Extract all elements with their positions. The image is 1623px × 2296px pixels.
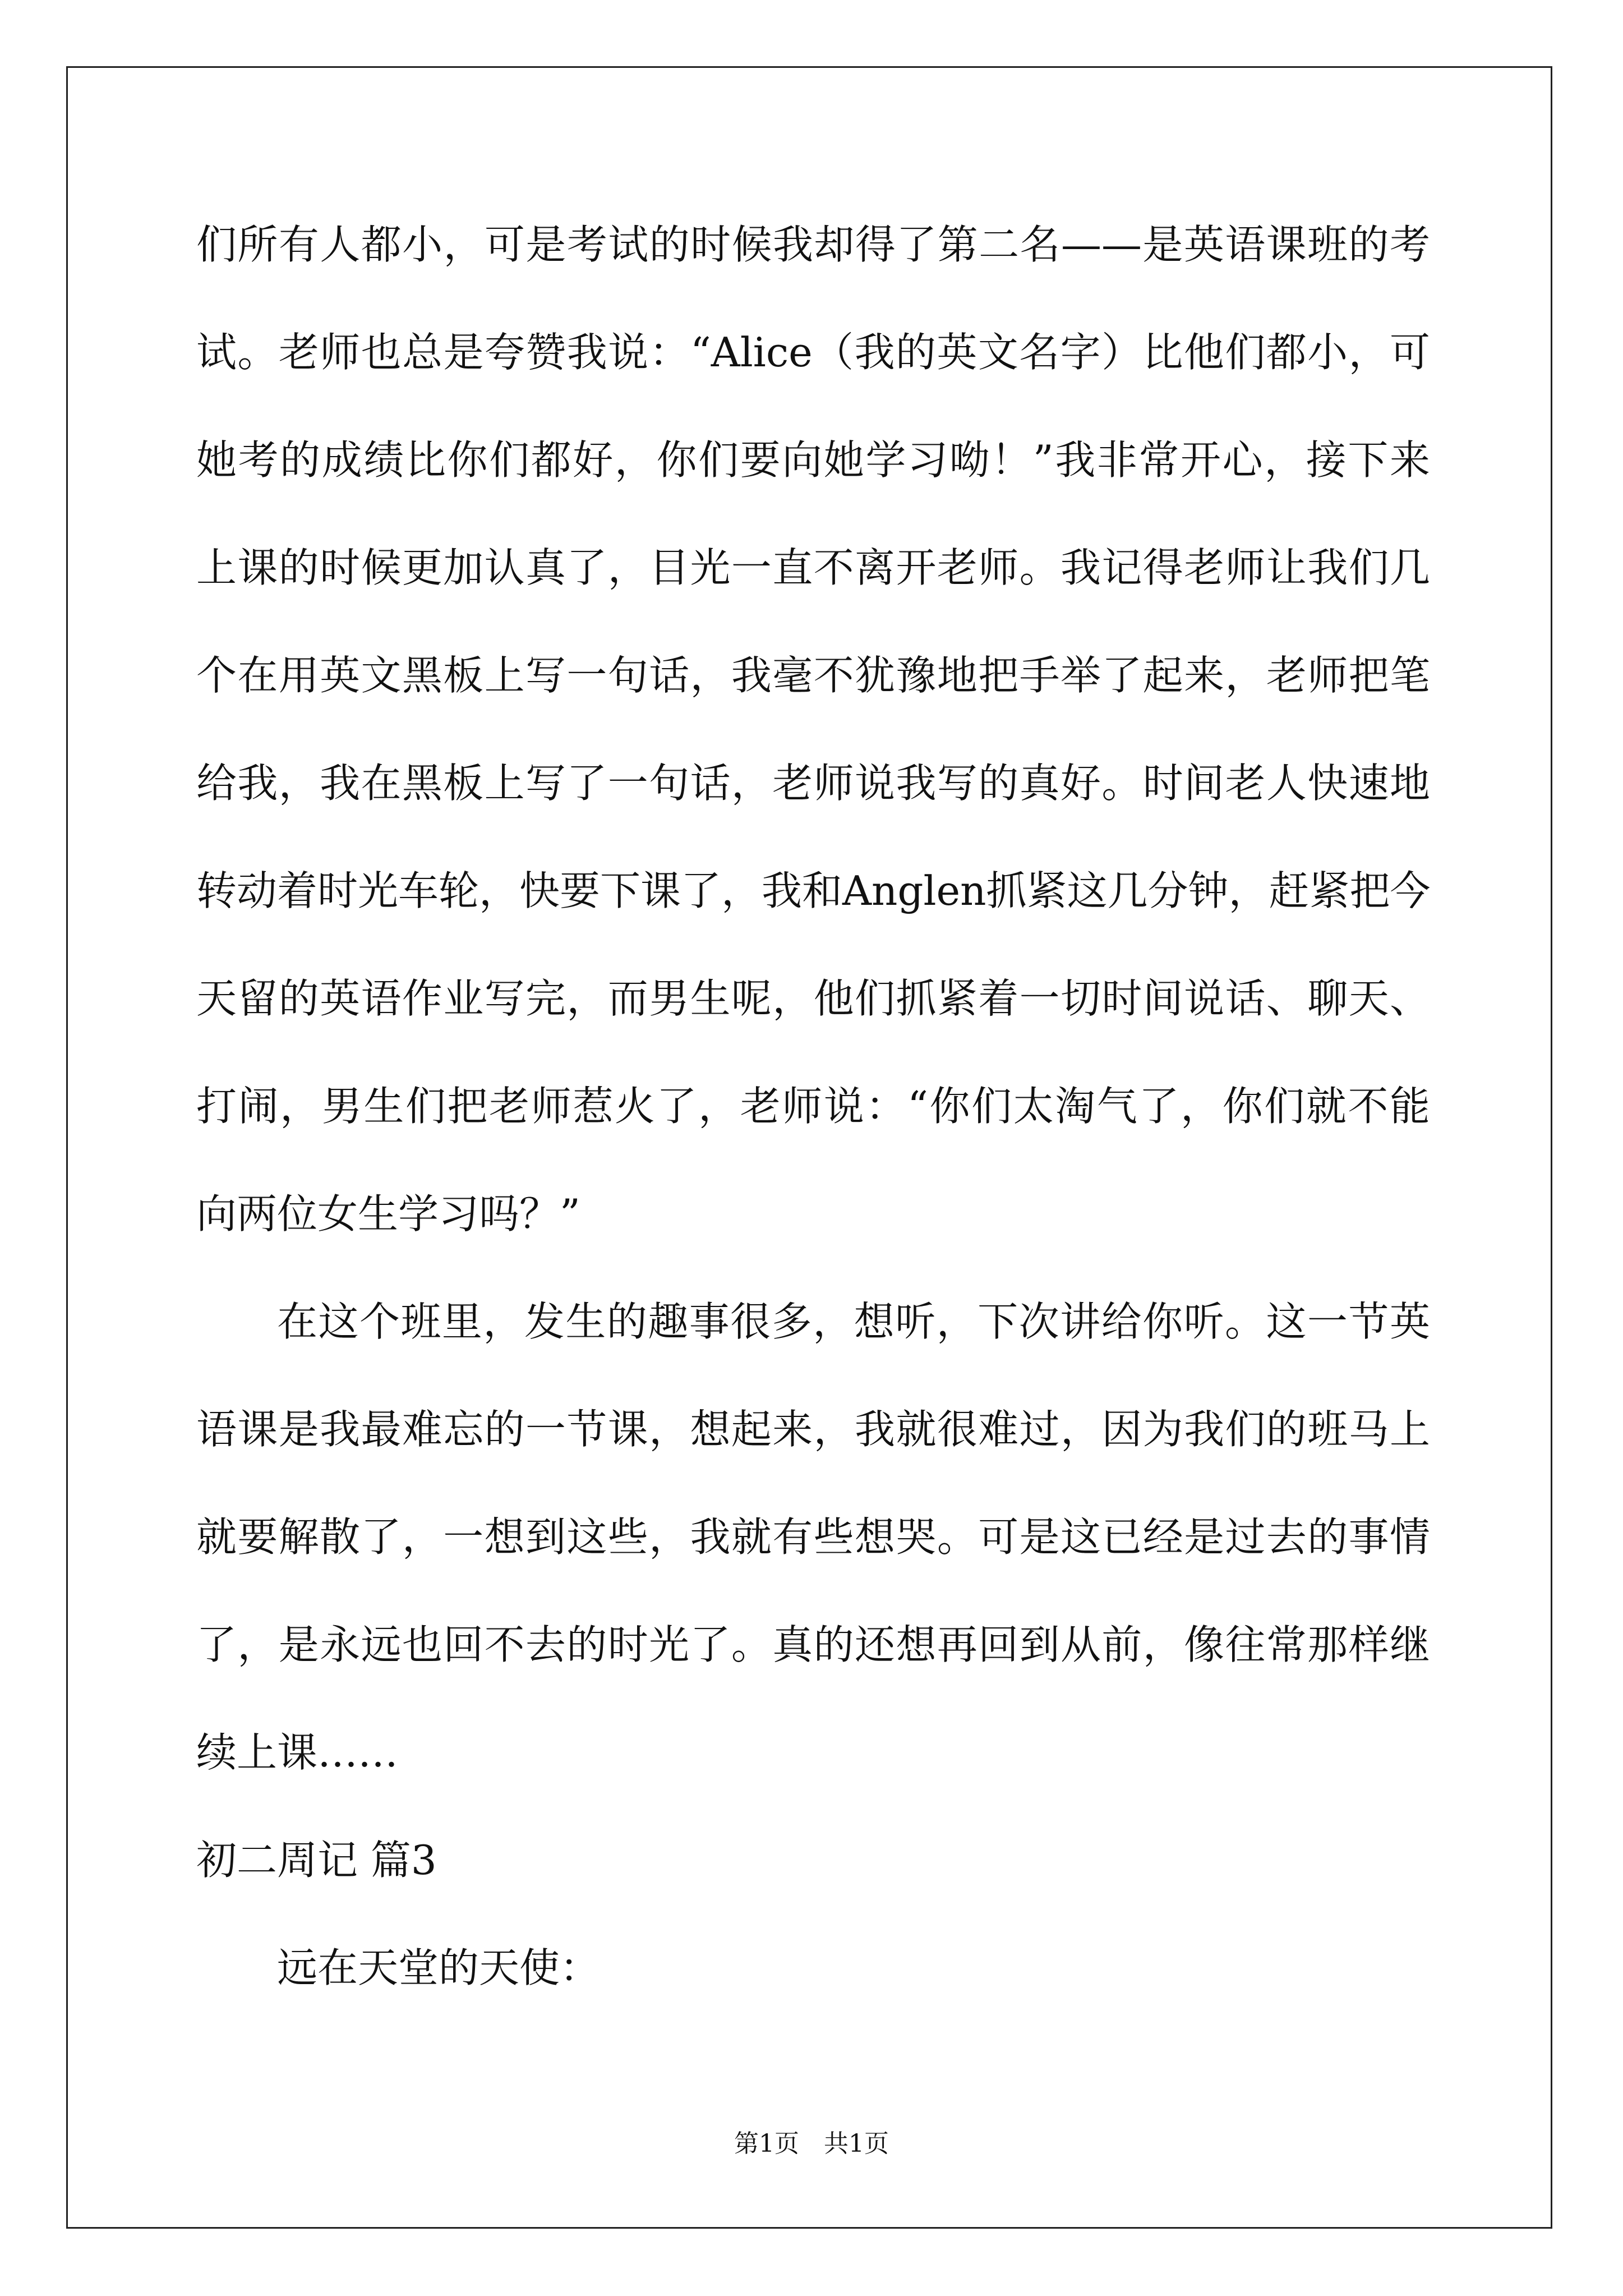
page-border [66, 66, 1552, 2229]
paragraph-line: 打闹，男生们把老师惹火了，老师说：“你们太淘气了，你们就不能 [196, 1083, 1430, 1130]
paragraph-line: 语课是我最难忘的一节课，想起来，我就很难过，因为我们的班马上 [196, 1406, 1430, 1453]
paragraph-line: 向两位女生学习吗？” [196, 1190, 580, 1237]
paragraph-line: 就要解散了，一想到这些，我就有些想哭。可是这已经是过去的事情 [196, 1513, 1430, 1561]
paragraph-line: 天留的英语作业写完，而男生呢，他们抓紧着一切时间说话、聊天、 [196, 975, 1430, 1022]
paragraph-line: 上课的时候更加认真了，目光一直不离开老师。我记得老师让我们几 [196, 544, 1430, 591]
paragraph-line: 在这个班里，发生的趣事很多，想听，下次讲给你听。这一节英 [277, 1298, 1430, 1345]
paragraph-line: 续上课…… [196, 1729, 399, 1776]
paragraph-line: 们所有人都小，可是考试的时候我却得了第二名——是英语课班的考 [196, 221, 1430, 268]
paragraph-line: 了，是永远也回不去的时光了。真的还想再回到从前，像往常那样继 [196, 1621, 1430, 1668]
page-number-footer: 第1页 共1页 [734, 2129, 889, 2158]
paragraph-line: 给我，我在黑板上写了一句话，老师说我写的真好。时间老人快速地 [196, 760, 1430, 807]
paragraph-line: 她考的成绩比你们都好，你们要向她学习呦！”我非常开心，接下来 [196, 436, 1430, 484]
paragraph-line: 个在用英文黑板上写一句话，我毫不犹豫地把手举了起来，老师把笔 [196, 652, 1430, 699]
paragraph-line: 转动着时光车轮，快要下课了，我和Anglen抓紧这几分钟，赶紧把今 [196, 867, 1431, 914]
section-heading: 初二周记 篇3 [196, 1837, 437, 1884]
paragraph-line: 试。老师也总是夸赞我说：“Alice（我的英文名字）比他们都小，可 [196, 329, 1430, 376]
salutation-line: 远在天堂的天使： [277, 1944, 601, 1991]
